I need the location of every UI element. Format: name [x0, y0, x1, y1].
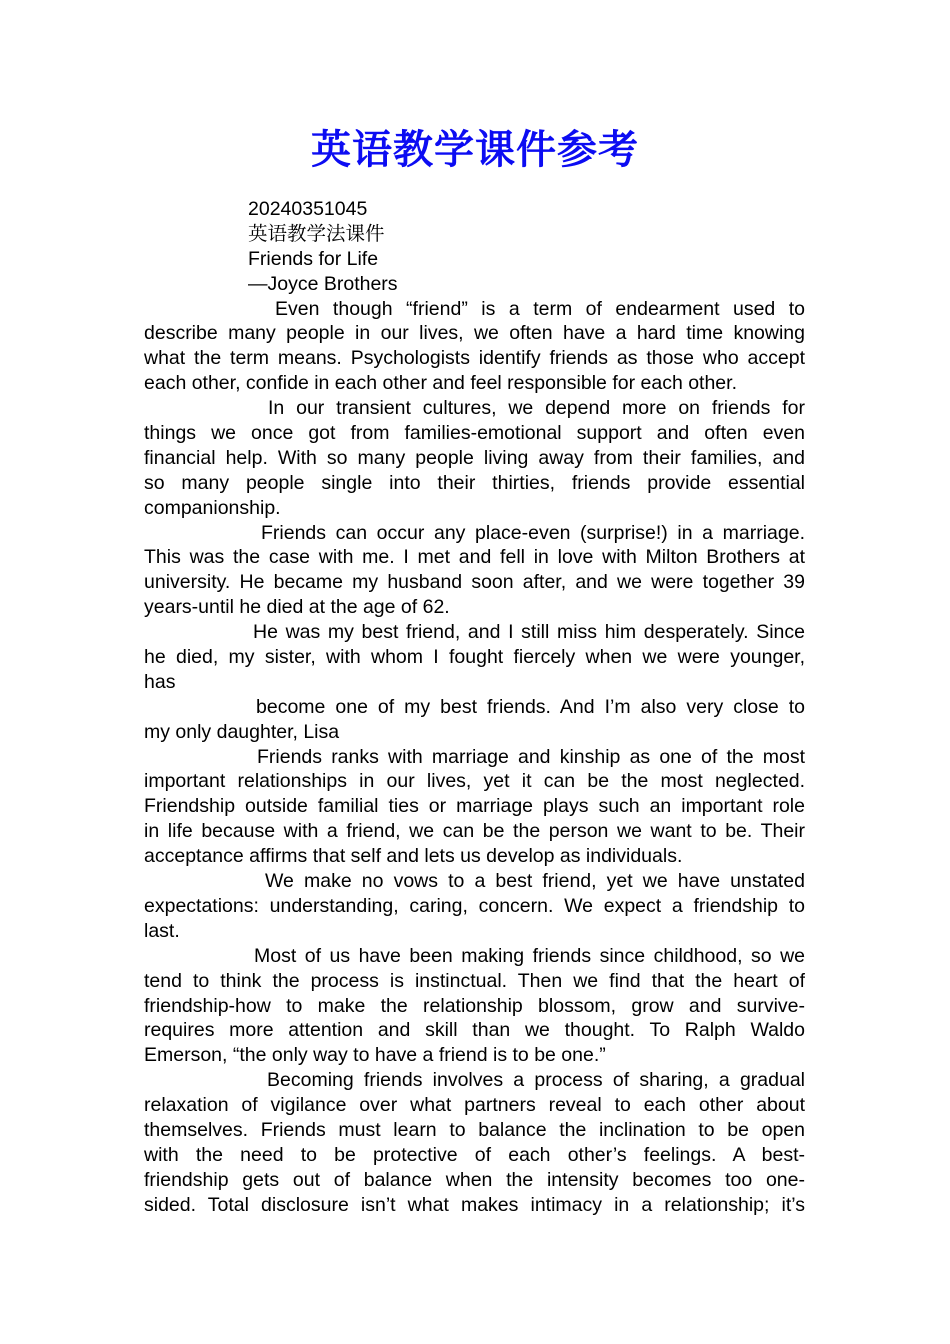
document-body — [144, 197, 805, 1218]
paragraph-6 — [144, 745, 805, 869]
paragraph-line: Friendship outside familial ties or marriage plays such an important role — [144, 795, 805, 818]
paragraph-2 — [144, 396, 805, 520]
paragraph-line: friendship gets out of balance when the intensity becomes too one- — [144, 1168, 805, 1191]
paragraph-line: relaxation of vigilance over what partners reveal to each other about — [144, 1094, 805, 1117]
paragraph-line: what the term means. Psychologists identify friends as those who accept — [144, 347, 805, 370]
document-title: 英语教学课件参考 — [311, 126, 639, 173]
paragraph-line: things we once got from families-emotional support and often even — [144, 422, 805, 445]
paragraph-line: In our transient cultures, we depend more on friends for — [268, 397, 805, 420]
paragraph-1 — [144, 297, 805, 397]
paragraph-line: companionship. — [144, 496, 281, 519]
paragraph-3 — [144, 521, 805, 621]
paragraph-line: acceptance affirms that self and lets us develop as individuals. — [144, 845, 683, 868]
paragraph-line: themselves. Friends must learn to balance the inclination to be open — [144, 1118, 805, 1141]
paragraph-line: Friends ranks with marriage and kinship as one of the most — [257, 745, 805, 768]
paragraph-line: Even though “friend” is a term of endearment used to — [275, 297, 805, 320]
paragraph-line: This was the case with me. I met and fell in love with Milton Brothers at — [144, 546, 805, 569]
paragraph-line: tend to think the process is instinctual. Then we find that the heart of — [144, 969, 805, 992]
paragraph-line: important relationships in our lives, yet it can be the most neglected. — [144, 770, 805, 793]
paragraph-9 — [144, 1068, 805, 1217]
paragraph-line: sided. Total disclosure isn’t what makes intimacy in a relationship; it’s — [144, 1193, 805, 1216]
paragraph-7 — [144, 869, 805, 944]
paragraph-line: friendship-how to make the relationship blossom, grow and survive- — [144, 994, 805, 1017]
paragraph-line: He was my best friend, and I still miss him desperately. Since — [253, 621, 805, 644]
paragraph-line: requires more attention and skill than we thought. To Ralph Waldo — [144, 1019, 805, 1042]
paragraph-line: so many people single into their thirties, friends provide essential — [144, 471, 805, 494]
paragraph-line: Emerson, “the only way to have a friend is to be one.” — [144, 1044, 606, 1067]
paragraph-line: become one of my best friends. And I’m also very close to — [256, 695, 805, 718]
paragraph-line: in life because with a friend, we can be the person we want to be. Their — [144, 820, 805, 843]
paragraph-8 — [144, 944, 805, 1068]
paragraph-line: expectations: understanding, caring, concern. We expect a friendship to — [144, 894, 805, 917]
paragraph-line: Most of us have been making friends since childhood, so we — [254, 944, 805, 967]
paragraph-line: Friends can occur any place-even (surprise!) in a marriage. — [261, 521, 805, 544]
paragraph-line: my only daughter, Lisa — [144, 720, 340, 743]
paragraph-line: has — [144, 670, 176, 693]
paragraph-line: financial help. With so many people living away from their families, and — [144, 446, 805, 469]
paragraph-line: he died, my sister, with whom I fought fiercely when we were younger, — [144, 646, 805, 669]
paragraph-line: last. — [144, 919, 180, 942]
article-author: —Joyce Brothers — [248, 272, 398, 295]
paragraph-line: describe many people in our lives, we often have a hard time knowing — [144, 322, 805, 345]
paragraph-line: university. He became my husband soon after, and we were together 39 — [144, 571, 805, 594]
article-title: Friends for Life — [248, 247, 379, 270]
header-course-line: 英语教学法课件 — [248, 221, 385, 245]
paragraph-line: with the need to be protective of each other’s feelings. A best- — [144, 1143, 805, 1166]
paragraph-line: Becoming friends involves a process of sharing, a gradual — [267, 1069, 805, 1092]
paragraph-4 — [144, 620, 805, 695]
paragraph-line: years-until he died at the age of 62. — [144, 596, 450, 619]
paragraph-line: each other, confide in each other and feel responsible for each other. — [144, 372, 737, 395]
paragraph-line: We make no vows to a best friend, yet we have unstated — [265, 870, 805, 893]
header-id-line: 20240351045 — [248, 198, 368, 220]
paragraph-5 — [144, 695, 805, 745]
